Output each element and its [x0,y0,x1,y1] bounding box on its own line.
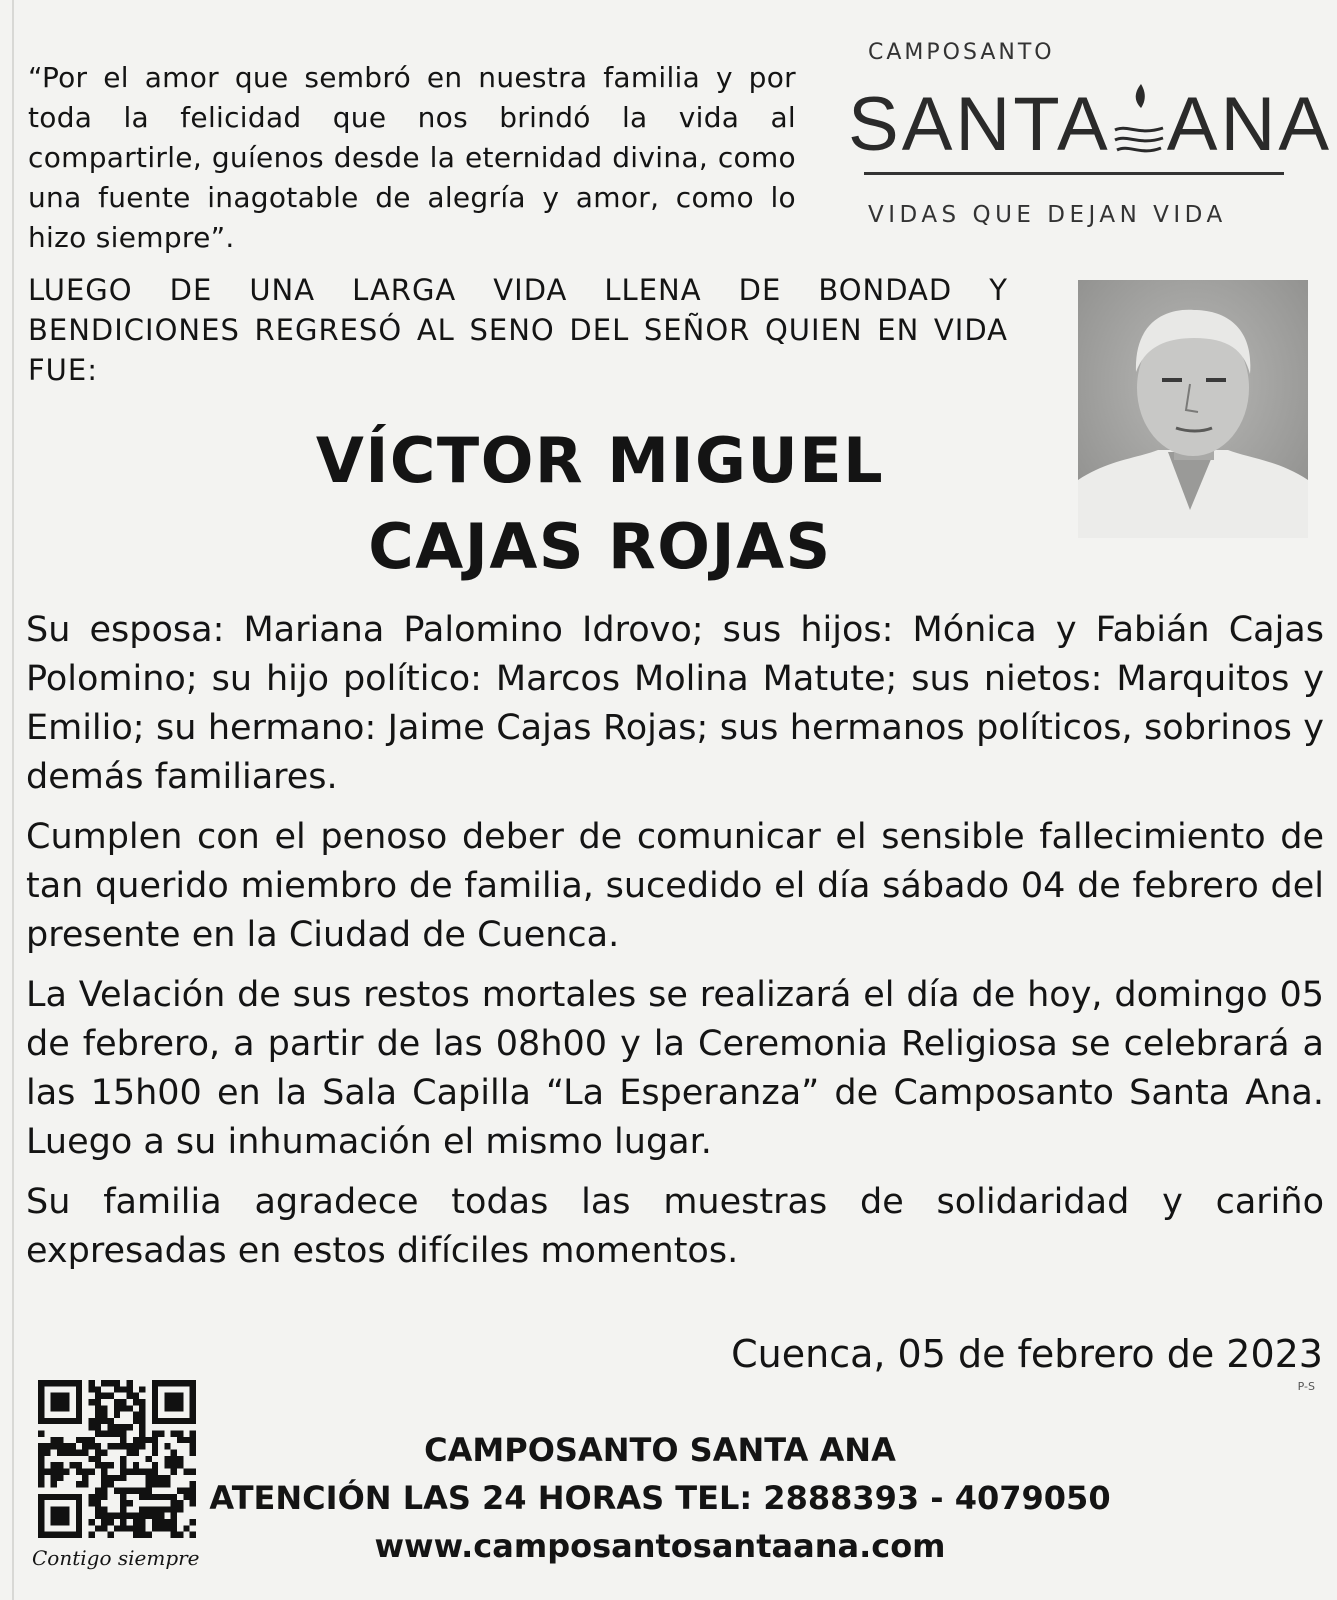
memorial-quote: “Por el amor que sembró en nuestra familia y por toda la felicidad que nos brindó la vida al compartirle, guíenos desde la eternidad divina, como una fuente inagotable de alegría y amor, como lo hizo siempre”. [28,61,796,254]
thanks-paragraph: Su familia agradece todas las muestras de solidaridad y cariño expresadas en estos difíciles momentos. [26,1182,1324,1271]
logo-wordmark [848,78,1333,168]
flame-water-icon [1111,78,1167,168]
ceremony-paragraph: La Velación de sus restos mortales se realizará el día de hoy, domingo 05 de febrero, a partir de las 08h00 y la Ceremonia Religiosa se celebrará a las 15h00 en la Sala Capilla “La Esperanza” de Camposanto Santa Ana. Luego a su inhumación el mismo lugar. [26,975,1324,1162]
logo-tagline: VIDAS QUE DEJAN VIDA [868,202,1227,228]
qr-code [38,1380,196,1538]
name-line-2: CAJAS ROJAS [368,510,832,583]
camposanto-logo [848,40,1333,240]
footer-contact [200,1426,1120,1570]
intro-text: LUEGO DE UNA LARGA VIDA LLENA DE BONDAD Y BENDICIONES REGRESÓ AL SENO DEL SEÑOR QUIEN EN VIDA FUE: [28,273,1008,387]
deceased-name [210,418,990,590]
deceased-photo [1078,280,1308,538]
logo-top-text: CAMPOSANTO [868,40,1055,65]
logo-divider [864,172,1284,175]
qr-caption: Contigo siempre [32,1546,200,1570]
footer-website[interactable]: www.camposantosantaana.com [374,1527,946,1565]
footer-phone: ATENCIÓN LAS 24 HORAS TEL: 2888393 - 4079050 [209,1479,1111,1517]
notice-body [26,606,1324,1287]
footer-company: CAMPOSANTO SANTA ANA [424,1431,896,1469]
notice-date: Cuenca, 05 de febrero de 2023 [731,1332,1323,1376]
ad-code: P-S [1297,1380,1315,1393]
announcement-paragraph: Cumplen con el penoso deber de comunicar el sensible fallecimiento de tan querido miembro de familia, sucedido el día sábado 04 de febrero del presente en la Ciudad de Cuenca. [26,817,1324,955]
name-line-1: VÍCTOR MIGUEL [315,424,885,497]
logo-word-left: SANTA [848,82,1111,167]
logo-word-right: ANA [1166,82,1333,167]
family-paragraph: Su esposa: Mariana Palomino Idrovo; sus hijos: Mónica y Fabián Cajas Polomino; su hijo político: Marcos Molina Matute; sus nietos: Marquitos y Emilio; su hermano: Jaime Cajas Rojas; sus hermanos políticos, sobrinos y demás familiares. [26,610,1324,797]
